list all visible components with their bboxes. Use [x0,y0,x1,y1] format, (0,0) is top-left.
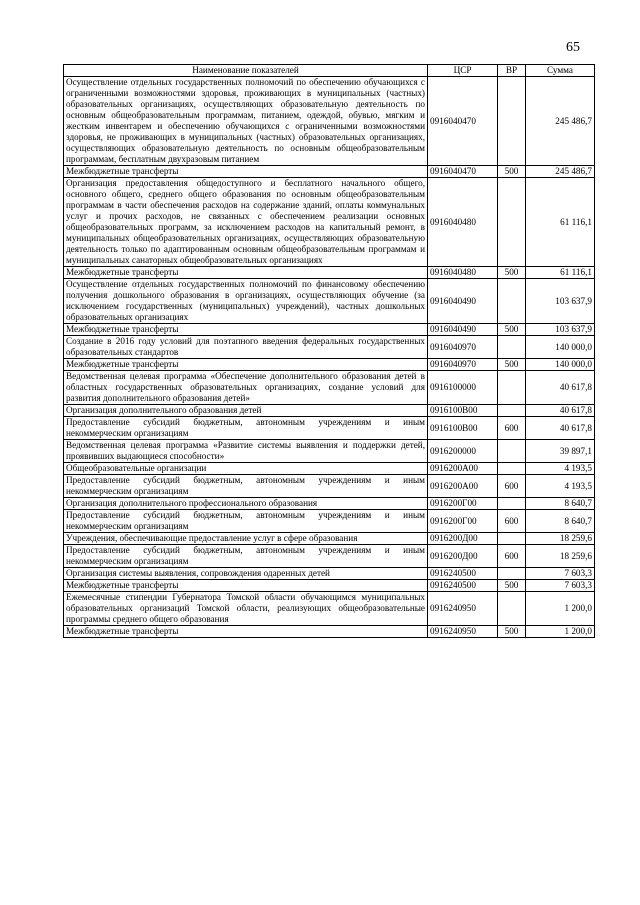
cell-sum: 7 603,3 [526,580,595,592]
cell-csr: 0916200000 [428,440,498,463]
cell-name: Организация системы выявления, сопровождения одаренных детей [64,568,428,580]
cell-sum: 140 000,0 [526,359,595,371]
cell-vr: 600 [498,417,526,440]
cell-name: Создание в 2016 году условий для поэтапного введения федеральных государственных образовательных стандартов [64,336,428,359]
cell-csr: 0916040480 [428,178,498,267]
cell-vr [498,592,526,626]
cell-sum: 103 637,9 [526,279,595,324]
cell-csr: 0916040490 [428,279,498,324]
table-row [64,580,595,592]
header-csr: ЦСР [428,65,498,77]
table-row [64,166,595,178]
cell-name: Организация дополнительного образования детей [64,405,428,417]
cell-name: Предоставление субсидий бюджетным, автономным учреждениям и иным некоммерческим организациям [64,475,428,498]
cell-vr [498,463,526,475]
table-row [64,324,595,336]
cell-vr: 500 [498,324,526,336]
cell-sum: 18 259,6 [526,545,595,568]
cell-name: Межбюджетные трансферты [64,267,428,279]
cell-csr: 0916240950 [428,592,498,626]
cell-vr [498,371,526,405]
cell-vr [498,178,526,267]
cell-name: Организация предоставления общедоступного и бесплатного начального общего, основного общего, среднего общего образования по основным общеобразовательным программам в части обеспечения расходов на содержание зданий, оплаты коммунальных услуг и прочих расходов, не связанных с обеспечением реализации основных общеобразовательных программ, за исключением расходов на капитальный ремонт, в муниципальных общеобразовательных организациях, осуществляющих образовательную деятельность только по адаптированным основным общеобразовательным программам и муниципальных санаторных общеобразовательных организациях [64,178,428,267]
cell-vr [498,336,526,359]
cell-csr: 0916200Д00 [428,545,498,568]
cell-vr: 500 [498,580,526,592]
header-name: Наименование показателей [64,65,428,77]
header-sum: Сумма [526,65,595,77]
cell-sum: 7 603,3 [526,568,595,580]
page-number: 65 [566,40,580,55]
table-row [64,336,595,359]
table-row [64,371,595,405]
cell-csr: 0916040480 [428,267,498,279]
cell-sum: 8 640,7 [526,498,595,510]
cell-sum: 8 640,7 [526,510,595,533]
cell-sum: 40 617,8 [526,405,595,417]
cell-name: Межбюджетные трансферты [64,324,428,336]
cell-name: Предоставление субсидий бюджетным, автономным учреждениям и иным некоммерческим организациям [64,545,428,568]
cell-sum: 245 486,7 [526,77,595,166]
table-row [64,510,595,533]
cell-vr: 600 [498,510,526,533]
cell-csr: 0916100В00 [428,405,498,417]
cell-vr [498,568,526,580]
table-header-row [64,65,595,77]
cell-sum: 40 617,8 [526,371,595,405]
cell-name: Межбюджетные трансферты [64,166,428,178]
cell-sum: 140 000,0 [526,336,595,359]
table-row [64,279,595,324]
cell-vr: 500 [498,166,526,178]
cell-csr: 0916200Д00 [428,533,498,545]
table-row [64,178,595,267]
table-row [64,545,595,568]
cell-csr: 0916040970 [428,359,498,371]
table-row [64,568,595,580]
cell-csr: 0916200Г00 [428,510,498,533]
table-row [64,463,595,475]
cell-name: Ведомственная целевая программа «Обеспечение дополнительного образования детей в областных государственных образовательных организациях, создание условий для развития дополнительного образования детей» [64,371,428,405]
table-row [64,359,595,371]
cell-name: Межбюджетные трансферты [64,580,428,592]
cell-sum: 61 116,1 [526,178,595,267]
table-row [64,626,595,638]
cell-csr: 0916040490 [428,324,498,336]
cell-csr: 0916240950 [428,626,498,638]
cell-vr [498,405,526,417]
cell-vr [498,440,526,463]
cell-name: Учреждения, обеспечивающие предоставление услуг в сфере образования [64,533,428,545]
cell-name: Организация дополнительного профессионального образования [64,498,428,510]
cell-vr [498,498,526,510]
cell-vr: 600 [498,475,526,498]
cell-csr: 0916100В00 [428,417,498,440]
cell-vr: 500 [498,267,526,279]
cell-sum: 4 193,5 [526,463,595,475]
cell-sum: 61 116,1 [526,267,595,279]
cell-name: Предоставление субсидий бюджетным, автономным учреждениям и иным некоммерческим организациям [64,417,428,440]
cell-name: Осуществление отдельных государственных полномочий по обеспечению обучающихся с ограниченными возможностями здоровья, проживающих в муниципальных (частных) образовательных организациях, осуществляющих образовательную деятельность по основным общеобразовательным программам, питанием, одеждой, обувью, мягким и жестким инвентарем и обеспечению обучающихся с ограниченными возможностями здоровья, не проживающих в муниципальных (частных) образовательных организациях, осуществляющих образовательную деятельность по основным общеобразовательным программам, бесплатным двухразовым питанием [64,77,428,166]
table-row [64,592,595,626]
cell-sum: 103 637,9 [526,324,595,336]
cell-csr: 0916040470 [428,77,498,166]
cell-csr: 0916200Г00 [428,498,498,510]
cell-vr [498,77,526,166]
cell-sum: 18 259,6 [526,533,595,545]
cell-name: Общеобразовательные организации [64,463,428,475]
cell-sum: 4 193,5 [526,475,595,498]
cell-csr: 0916240500 [428,580,498,592]
budget-table [63,64,595,638]
table-row [64,498,595,510]
cell-vr: 500 [498,626,526,638]
cell-csr: 0916240500 [428,568,498,580]
cell-csr: 0916200А00 [428,463,498,475]
header-vr: ВР [498,65,526,77]
cell-sum: 1 200,0 [526,592,595,626]
table-row [64,533,595,545]
table-row [64,440,595,463]
cell-csr: 0916040970 [428,336,498,359]
cell-name: Межбюджетные трансферты [64,359,428,371]
table-row [64,267,595,279]
cell-vr [498,533,526,545]
cell-vr [498,279,526,324]
cell-name: Ежемесячные стипендии Губернатора Томской области обучающимся муниципальных образовательных организаций Томской области, реализующих общеобразовательные программы среднего общего образования [64,592,428,626]
cell-csr: 0916200А00 [428,475,498,498]
table-row [64,417,595,440]
table-row [64,405,595,417]
table-row [64,77,595,166]
cell-name: Предоставление субсидий бюджетным, автономным учреждениям и иным некоммерческим организациям [64,510,428,533]
cell-csr: 0916040470 [428,166,498,178]
cell-csr: 0916100000 [428,371,498,405]
cell-sum: 39 897,1 [526,440,595,463]
cell-name: Осуществление отдельных государственных полномочий по финансовому обеспечению получения дошкольного образования в организациях, осуществляющих обучение (за исключением государственных (муниципальных) учреждений), частных дошкольных образовательных организациях [64,279,428,324]
cell-sum: 1 200,0 [526,626,595,638]
cell-sum: 40 617,8 [526,417,595,440]
cell-vr: 600 [498,545,526,568]
cell-sum: 245 486,7 [526,166,595,178]
cell-name: Межбюджетные трансферты [64,626,428,638]
table-row [64,475,595,498]
cell-vr: 500 [498,359,526,371]
cell-name: Ведомственная целевая программа «Развитие системы выявления и поддержки детей, проявивших выдающиеся способности» [64,440,428,463]
